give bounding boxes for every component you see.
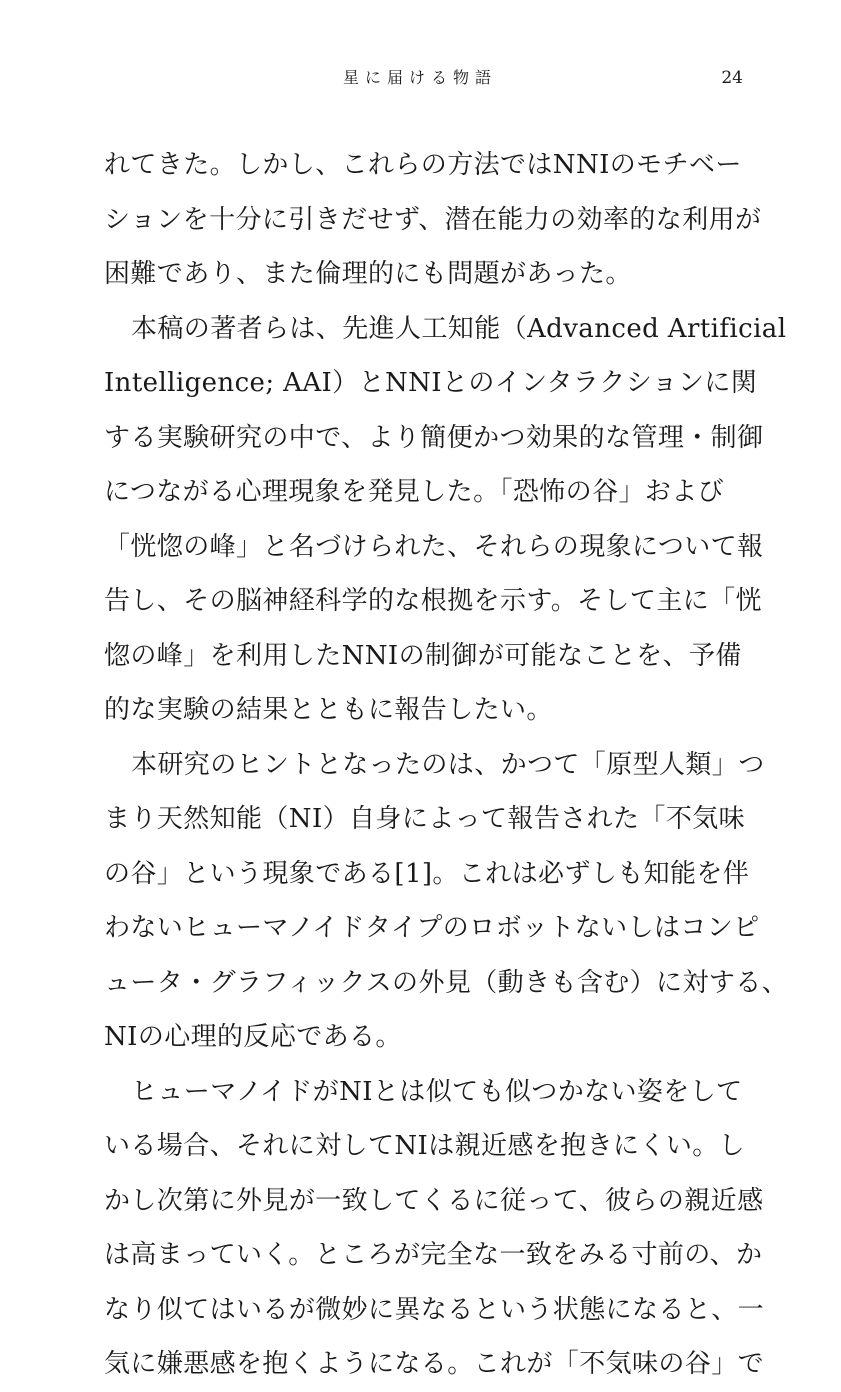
page-number: 24 <box>721 68 743 88</box>
body-text <box>104 138 789 1392</box>
text-line: の谷」という現象である[1]。これは必ずしも知能を伴 <box>104 858 750 889</box>
text-line: につながる心理現象を発見した。「恐怖の谷」および <box>104 477 725 507</box>
paragraph-start-line: 本稿の著者らは、先進人工知能（Advanced Artificial <box>131 313 787 344</box>
running-header <box>0 66 841 90</box>
text-line: わないヒューマノイドタイプのロボットないしはコンピ <box>104 913 760 943</box>
book-title: 星に届ける物語 <box>342 68 497 87</box>
text-line: NIの心理的反応である。 <box>104 1022 402 1052</box>
paragraph-start-line: 本研究のヒントとなったのは、かつて「原型人類」つ <box>131 749 765 780</box>
text-line: ュータ・グラフィックスの外見（動きも含む）に対する、 <box>104 967 789 998</box>
text-line: 困難であり、また倫理的にも問題があった。 <box>104 259 632 289</box>
text-line: れてきた。しかし、これらの方法ではNNIのモチベー <box>104 150 742 180</box>
text-line: 的な実験の結果とともに報告したい。 <box>104 695 553 725</box>
text-line: 「恍惚の峰」と名づけられた、それらの現象について報 <box>104 531 764 562</box>
text-line: なり似てはいるが微妙に異なるという状態になると、一 <box>104 1294 765 1325</box>
text-line: する実験研究の中で、より簡便かつ効果的な管理・制御 <box>104 422 764 453</box>
text-line: 告し、その脳神経科学的な根拠を示す。そして主に「恍 <box>104 586 762 616</box>
text-line: 惚の峰」を利用したNNIの制御が可能なことを、予備 <box>104 640 742 671</box>
paragraph-start-line: ヒューマノイドがNIとは似ても似つかない姿をして <box>131 1076 743 1107</box>
text-line: Intelligence; AAI）とNNIとのインタラクションに関 <box>104 368 758 398</box>
text-line: かし次第に外見が一致してくるに従って、彼らの親近感 <box>104 1185 764 1216</box>
text-line: いる場合、それに対してNIは親近感を抱きにくい。し <box>104 1131 746 1161</box>
text-line: ションを十分に引きだせず、潜在能力の効率的な利用が <box>104 204 762 235</box>
text-line: まり天然知能（NI）自身によって報告された「不気味 <box>104 804 746 834</box>
text-line: 気に嫌悪感を抱くようになる。これが「不気味の谷」で <box>104 1349 765 1379</box>
text-line: は高まっていく。ところが完全な一致をみる寸前の、か <box>104 1240 763 1270</box>
